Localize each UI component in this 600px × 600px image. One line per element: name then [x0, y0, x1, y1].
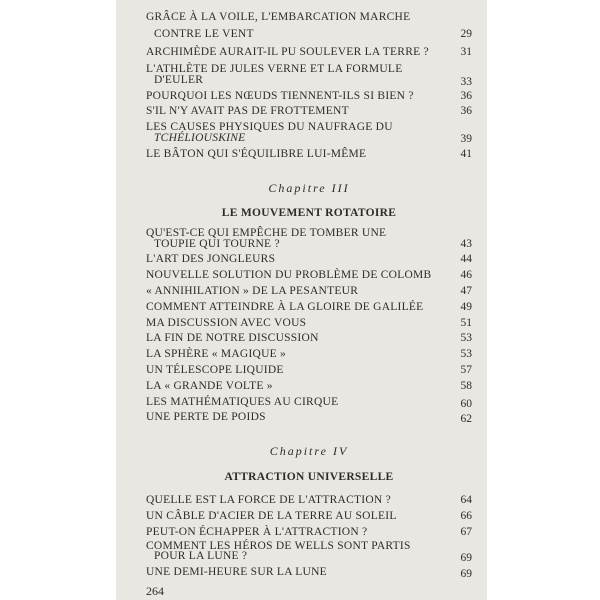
entry-title-line: COMMENT ATTEINDRE À LA GLOIRE DE GALILÉE: [146, 301, 424, 313]
entry-page-number: 57: [460, 364, 472, 376]
entry-title-line: POUR LA LUNE ?: [154, 550, 248, 562]
page-number: 264: [146, 584, 164, 598]
entry-title-line: ARCHIMÈDE AURAIT-IL PU SOULEVER LA TERRE ?: [146, 46, 429, 58]
entry-title-line: QUELLE EST LA FORCE DE L'ATTRACTION ?: [146, 494, 391, 506]
entry-page-number: 66: [460, 510, 472, 522]
entry-title-line: QU'EST-CE QUI EMPÊCHE DE TOMBER UNE: [146, 227, 387, 239]
entry-title-line: L'ATHLÈTE DE JULES VERNE ET LA FORMULE: [146, 63, 403, 75]
chapter-title: LE MOUVEMENT ROTATOIRE: [221, 207, 397, 219]
chapter-label: Chapitre III: [268, 181, 350, 195]
entry-page-number: 41: [460, 148, 472, 160]
entry-title-line: UN CÂBLE D'ACIER DE LA TERRE AU SOLEIL: [146, 510, 397, 522]
entry-page-number: 64: [460, 494, 472, 506]
toc-entry: [146, 46, 472, 60]
entry-title-line: TCHÉLIOUSKINE: [154, 132, 246, 144]
entry-page-number: 46: [460, 269, 472, 281]
entry-page-number: 69: [460, 568, 472, 580]
toc-entry: [146, 380, 472, 394]
entry-page-number: 36: [460, 105, 472, 117]
entry-page-number: 51: [460, 317, 472, 329]
toc-entry: [146, 566, 472, 580]
toc-entry: [146, 105, 472, 119]
toc-entry: [146, 526, 472, 540]
entry-title-line: S'IL N'Y AVAIT PAS DE FROTTEMENT: [146, 105, 349, 117]
entry-page-number: 49: [460, 301, 472, 313]
chapter-title: ATTRACTION UNIVERSELLE: [224, 471, 394, 483]
entry-page-number: 62: [460, 413, 472, 425]
entry-title-line: L'ART DES JONGLEURS: [146, 253, 276, 265]
toc-entry: [146, 510, 472, 524]
entry-title-line: TOUPIE QUI TOURNE ?: [154, 238, 280, 250]
entry-page-number: 58: [460, 380, 472, 392]
toc-entry: [146, 121, 472, 145]
toc-entry: [146, 301, 472, 315]
entry-title-line: NOUVELLE SOLUTION DU PROBLÈME DE COLOMB: [146, 269, 432, 281]
entry-page-number: 53: [460, 332, 472, 344]
entry-page-number: 53: [460, 348, 472, 360]
toc-entry: [146, 63, 472, 87]
entry-title-line: UNE PERTE DE POIDS: [146, 411, 266, 423]
entry-title-line: PEUT-ON ÉCHAPPER À L'ATTRACTION ?: [146, 526, 368, 538]
entry-title-line: CONTRE LE VENT: [154, 28, 254, 40]
entry-page-number: 67: [460, 526, 472, 538]
entry-page-number: 60: [460, 398, 472, 410]
entry-title-line: LA FIN DE NOTRE DISCUSSION: [146, 332, 319, 344]
entry-title-line: LES CAUSES PHYSIQUES DU NAUFRAGE DU: [146, 121, 393, 133]
entry-title-line: UN TÉLESCOPE LIQUIDE: [146, 364, 284, 376]
toc-entry: [146, 364, 472, 378]
entry-title-line: LA « GRANDE VOLTE »: [146, 380, 273, 392]
toc-entry: [146, 540, 472, 566]
entry-title-line: LA SPHÈRE « MAGIQUE »: [146, 348, 287, 360]
toc-entry: [146, 227, 472, 253]
toc-entry: [146, 348, 472, 362]
entry-page-number: 39: [460, 133, 472, 145]
toc-entry: [146, 269, 472, 283]
entry-title-line: COMMENT LES HÉROS DE WELLS SONT PARTIS: [146, 540, 411, 552]
entry-page-number: 36: [460, 90, 472, 102]
toc-entry: [146, 11, 472, 41]
entry-page-number: 44: [460, 253, 472, 265]
entry-title-line: LE BÂTON QUI S'ÉQUILIBRE LUI-MÊME: [146, 148, 367, 160]
toc-entry: [146, 411, 472, 425]
toc-entry: [146, 253, 472, 267]
entry-title-line: « ANNIHILATION » DE LA PESANTEUR: [146, 285, 359, 297]
entry-title-line: MA DISCUSSION AVEC VOUS: [146, 317, 307, 329]
entry-page-number: 29: [460, 28, 472, 40]
entry-page-number: 69: [460, 552, 472, 564]
entry-title-line: POURQUOI LES NŒUDS TIENNENT-ILS SI BIEN ?: [146, 90, 414, 102]
toc-entry: [146, 332, 472, 346]
chapter-label: Chapitre IV: [269, 444, 349, 458]
entry-page-number: 33: [460, 76, 472, 88]
toc-entry: [146, 317, 472, 331]
entry-title-line: D'EULER: [154, 74, 204, 86]
entry-title-line: UNE DEMI-HEURE SUR LA LUNE: [146, 566, 327, 578]
toc-entry: [146, 148, 472, 162]
toc-entry: [146, 396, 472, 410]
entry-page-number: 43: [460, 238, 472, 250]
toc-entry: [146, 285, 472, 299]
entry-title-line: LES MATHÉMATIQUES AU CIRQUE: [146, 396, 339, 408]
toc-entry: [146, 90, 472, 104]
entry-page-number: 31: [460, 46, 472, 58]
toc-entry: [146, 494, 472, 508]
entry-title-line: GRÂCE À LA VOILE, L'EMBARCATION MARCHE: [146, 11, 411, 23]
entry-page-number: 47: [460, 285, 472, 297]
